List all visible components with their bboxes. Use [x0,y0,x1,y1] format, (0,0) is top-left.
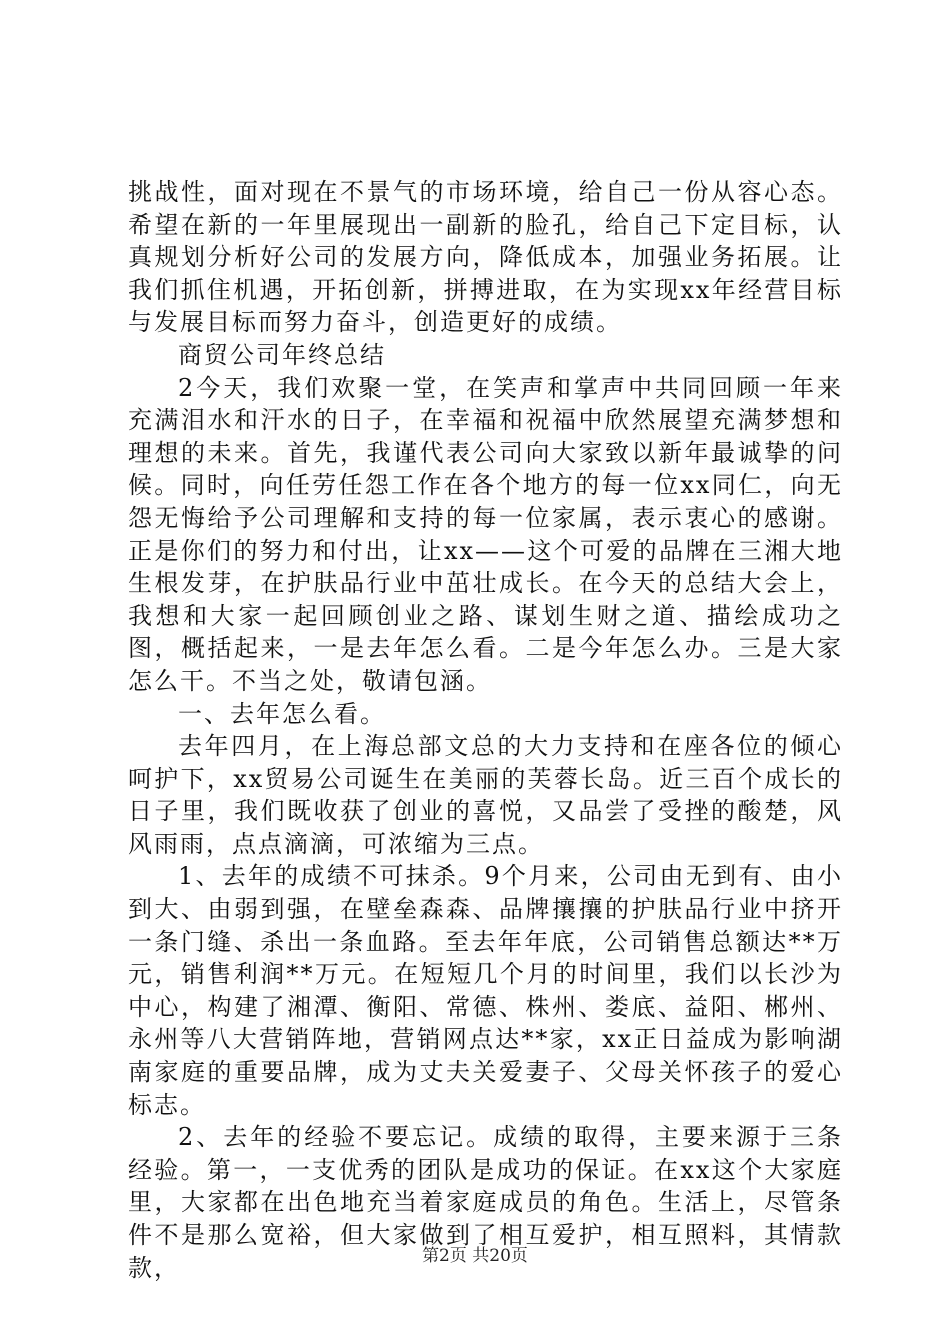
paragraph-continuation: 挑战性，面对现在不景气的市场环境，给自己一份从容心态。希望在新的一年里展现出一副新的脸孔，给自己下定目标，认真规划分析好公司的发展方向，降低成本，加强业务拓展。让我们抓住机遇，开拓创新，拼搏进取，在为实现xx年经营目标与发展目标而努力奋斗，创造更好的成绩。 [128,178,843,337]
paragraph-opening: 2今天，我们欢聚一堂，在笑声和掌声中共同回顾一年来充满泪水和汗水的日子，在幸福和祝福中欣然展望充满梦想和理想的未来。首先，我谨代表公司向大家致以新年最诚挚的问候。同时，向任劳任怨工作在各个地方的每一位xx同仁，向无怨无悔给予公司理解和支持的每一位家属，表示衷心的感谢。正是你们的努力和付出，让xx——这个可爱的品牌在三湘大地生根发芽，在护肤品行业中茁壮成长。在今天的总结大会上，我想和大家一起回顾创业之路、谋划生财之道、描绘成功之图，概括起来，一是去年怎么看。二是今年怎么办。三是大家怎么干。不当之处，敬请包涵。 [128,373,843,695]
section-heading-last-year: 一、去年怎么看。 [178,699,386,728]
section-title: 商贸公司年终总结 [178,340,386,369]
paragraph-last-year-intro: 去年四月，在上海总部文总的大力支持和在座各位的倾心呵护下，xx贸易公司诞生在美丽的芙蓉长岛。近三百个成长的日子里，我们既收获了创业的喜悦，又品尝了受挫的酸楚，风风雨雨，点点滴滴，可浓缩为三点。 [128,732,843,858]
page-footer: 第2页 共20页 [422,1246,528,1266]
paragraph-achievements: 1、去年的成绩不可抹杀。9个月来，公司由无到有、由小到大、由弱到强，在壁垒森森、品牌攘攘的护肤品行业中挤开一条门缝、杀出一条血路。至去年年底，公司销售总额达**万元，销售利润**万元。在短短几个月的时间里，我们以长沙为中心，构建了湘潭、衡阳、常德、株州、娄底、益阳、郴州、永州等八大营销阵地，营销网点达**家，xx正日益成为影响湖南家庭的重要品牌，成为丈夫关爱妻子、父母关怀孩子的爱心标志。 [128,862,843,1119]
document-body [128,176,843,1284]
paragraph-experience: 2、去年的经验不要忘记。成绩的取得，主要来源于三条经验。第一，一支优秀的团队是成功的保证。在xx这个大家庭里，大家都在出色地充当着家庭成员的角色。生活上，尽管条件不是那么宽裕，但大家做到了相互爱护，相互照料，其情款款， [128,1123,843,1282]
